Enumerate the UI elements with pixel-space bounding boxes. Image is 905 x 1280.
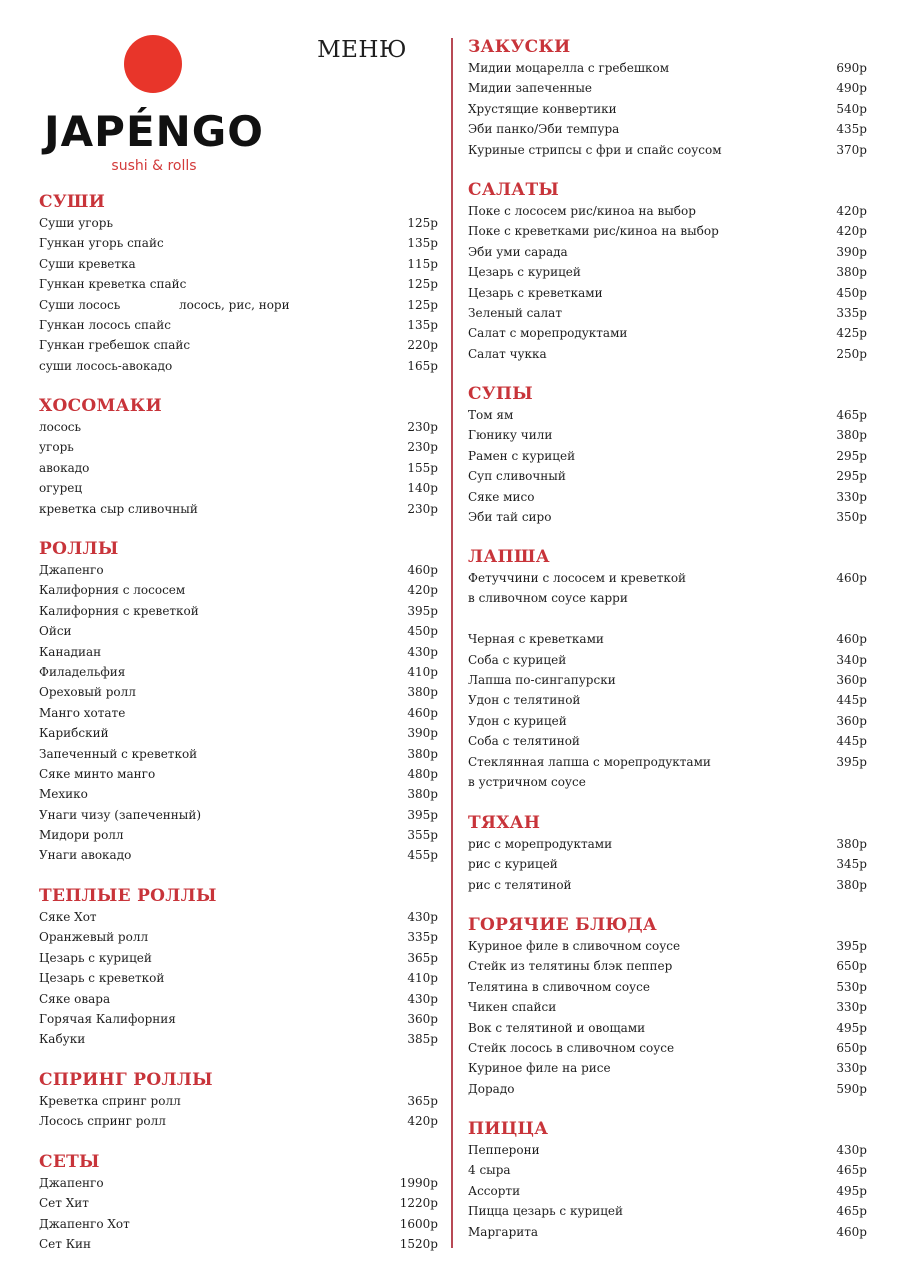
item-price: 355р <box>407 828 438 843</box>
section-title: СЕТЫ <box>39 1152 100 1172</box>
item-price: 455р <box>407 848 438 863</box>
brand-logo: JAPÉNGO <box>44 107 264 156</box>
item-name: Джапенго <box>39 563 104 577</box>
item-name: Цезарь с креветками <box>468 285 603 300</box>
item-price: 1520р <box>399 1237 438 1252</box>
menu-section <box>39 1151 438 1255</box>
item-price: 1600р <box>399 1216 438 1231</box>
menu-item <box>468 977 867 997</box>
item-name: огурец <box>39 481 83 496</box>
item-price: 155р <box>407 460 438 475</box>
item-price: 460р <box>836 571 867 585</box>
item-price: 380р <box>836 837 867 851</box>
item-price: 460р <box>836 632 867 647</box>
item-name: авокадо <box>39 460 90 475</box>
item-name: Гюнику чили <box>468 428 553 443</box>
item-price: 395р <box>407 807 438 822</box>
menu-item <box>468 609 867 629</box>
item-name: Оранжевый ролл <box>39 930 149 945</box>
menu-item <box>39 1193 438 1213</box>
menu-item <box>468 446 867 466</box>
menu-item <box>468 1222 867 1242</box>
menu-item <box>468 875 867 895</box>
menu-item <box>39 744 438 764</box>
section-title: ТЯХАН <box>468 813 541 833</box>
item-name: Лосось спринг ролл <box>39 1114 166 1129</box>
item-name: Дорадо <box>468 1081 515 1096</box>
menu-item <box>468 1201 867 1221</box>
item-name: Суши лосось <box>39 297 121 312</box>
menu-item <box>39 601 438 621</box>
item-name: Пицца цезарь с курицей <box>468 1204 624 1219</box>
menu-item <box>39 1234 438 1254</box>
item-name: Цезарь с креветкой <box>39 971 165 986</box>
menu-item <box>468 323 867 343</box>
item-price: 365р <box>407 950 438 965</box>
menu-item <box>39 784 438 804</box>
item-name: Рамен с курицей <box>468 448 576 463</box>
item-name: в сливочном соусе карри <box>468 591 628 606</box>
menu-item <box>39 662 438 682</box>
item-price: 230р <box>407 440 438 455</box>
column-divider <box>451 38 453 1248</box>
item-price: 350р <box>836 509 867 524</box>
item-name: Мидии запеченные <box>468 81 592 96</box>
item-price: 435р <box>836 122 867 137</box>
menu-item <box>39 642 438 662</box>
item-price: 380р <box>836 877 867 892</box>
menu-item <box>468 731 867 751</box>
menu-item <box>468 854 867 874</box>
item-price: 590р <box>836 1081 867 1096</box>
item-price: 360р <box>836 672 867 687</box>
menu-section <box>468 383 867 527</box>
item-name: Кабуки <box>39 1032 86 1047</box>
item-name: Маргарита <box>468 1224 539 1239</box>
item-price: 530р <box>836 979 867 994</box>
menu-item <box>39 458 438 478</box>
section-title: ЛАПША <box>468 547 550 567</box>
item-name: Мехико <box>39 787 88 802</box>
item-name: Суп сливочный <box>468 469 566 484</box>
item-name: Гункан лосось спайс <box>39 317 171 332</box>
menu-item <box>39 723 438 743</box>
item-price: 460р <box>836 1224 867 1239</box>
item-price: 340р <box>836 652 867 667</box>
brand-tagline: sushi & rolls <box>111 158 197 174</box>
menu-item <box>468 140 867 160</box>
menu-section <box>468 812 867 895</box>
menu-item <box>39 213 438 233</box>
item-name: Куриное филе в сливочном соусе <box>468 939 681 953</box>
item-price: 1220р <box>399 1196 438 1211</box>
item-price: 380р <box>836 428 867 443</box>
menu-item <box>39 805 438 825</box>
item-name: Запеченный с креветкой <box>39 746 198 761</box>
item-price: 450р <box>836 285 867 300</box>
menu-item <box>39 335 438 355</box>
item-price: 335р <box>407 930 438 945</box>
menu-item <box>39 1091 438 1111</box>
item-name: Стейк лосось в сливочном соусе <box>468 1040 675 1055</box>
item-name: Гункан гребешок спайс <box>39 338 191 353</box>
section-title: РОЛЛЫ <box>39 539 119 559</box>
item-name: Ойси <box>39 624 72 639</box>
item-name: Салат чукка <box>468 346 547 361</box>
section-title: ХОСОМАКИ <box>39 396 162 416</box>
menu-section <box>468 36 867 160</box>
item-price: 460р <box>407 705 438 720</box>
menu-item <box>39 1214 438 1234</box>
item-price: 395р <box>836 754 867 769</box>
menu-item <box>468 629 867 649</box>
menu-section <box>39 1069 438 1132</box>
item-name: Карибский <box>39 726 109 741</box>
menu-item <box>468 303 867 323</box>
item-name: Куриное филе на рисе <box>468 1061 611 1076</box>
item-price: 430р <box>836 1143 867 1157</box>
item-name: Зеленый салат <box>468 305 562 320</box>
item-price: 420р <box>407 583 438 598</box>
item-name: Цезарь с курицей <box>39 950 152 965</box>
menu-item <box>39 825 438 845</box>
item-name: Калифорния с креветкой <box>39 603 199 618</box>
item-name: Унаги авокадо <box>39 848 132 863</box>
section-title: ГОРЯЧИЕ БЛЮДА <box>468 915 658 935</box>
menu-item <box>468 201 867 221</box>
item-name: угорь <box>39 440 74 455</box>
item-name: Эби панко/Эби темпура <box>468 122 620 137</box>
menu-item <box>468 1038 867 1058</box>
item-price: 380р <box>407 746 438 761</box>
section-title: ЗАКУСКИ <box>468 37 571 57</box>
item-name: Сет Хит <box>39 1196 89 1211</box>
item-price: 445р <box>836 693 867 708</box>
item-price: 395р <box>836 939 867 953</box>
item-name: Черная с креветками <box>468 632 604 647</box>
item-price: 1990р <box>399 1176 438 1190</box>
item-name: Лапша по-сингапурски <box>468 672 616 687</box>
item-price: 220р <box>407 338 438 353</box>
item-name: Калифорния с лососем <box>39 583 186 598</box>
item-price: 295р <box>836 448 867 463</box>
item-price: 420р <box>836 224 867 239</box>
menu-item <box>468 1058 867 1078</box>
item-name: 4 сыра <box>468 1163 511 1178</box>
item-price: 165р <box>407 358 438 373</box>
item-price: 540р <box>836 101 867 116</box>
section-title: САЛАТЫ <box>468 180 560 200</box>
item-price: 125р <box>407 277 438 292</box>
menu-item <box>39 682 438 702</box>
item-name: Сяке Хот <box>39 910 97 924</box>
menu-item <box>468 507 867 527</box>
section-title: ТЕПЛЫЕ РОЛЛЫ <box>39 886 217 906</box>
menu-item <box>39 948 438 968</box>
menu-item <box>468 956 867 976</box>
menu-item <box>468 405 867 425</box>
item-price: 450р <box>407 624 438 639</box>
menu-item <box>468 834 867 854</box>
menu-item <box>39 968 438 988</box>
menu-item <box>468 670 867 690</box>
menu-item <box>468 487 867 507</box>
item-name: Телятина в сливочном соусе <box>468 979 650 994</box>
item-name: Стейк из телятины блэк пеппер <box>468 959 673 974</box>
item-price: 335р <box>836 305 867 320</box>
menu-item <box>39 254 438 274</box>
item-price: 330р <box>836 1000 867 1015</box>
item-name: суши лосось-авокадо <box>39 358 173 373</box>
item-name: Гункан креветка спайс <box>39 277 187 292</box>
item-name: Стеклянная лапша с морепродуктами <box>468 754 711 769</box>
item-price: 465р <box>836 1204 867 1219</box>
menu-item <box>468 58 867 78</box>
menu-item <box>39 927 438 947</box>
item-name: в устричном соусе <box>468 774 586 789</box>
menu-item <box>39 703 438 723</box>
menu-item <box>39 478 438 498</box>
menu-item <box>468 1079 867 1099</box>
menu-item <box>468 466 867 486</box>
menu-item <box>468 936 867 956</box>
item-name: Салат с морепродуктами <box>468 326 628 341</box>
item-price: 295р <box>836 469 867 484</box>
item-price: 380р <box>407 685 438 700</box>
item-name: Удон с телятиной <box>468 693 581 708</box>
item-price: 330р <box>836 489 867 504</box>
item-price: 230р <box>407 420 438 434</box>
item-name: Пепперони <box>468 1143 540 1157</box>
menu-item <box>468 78 867 98</box>
item-name: Фетуччини с лососем и креветкой <box>468 571 687 585</box>
menu-item <box>39 315 438 335</box>
logo-sun-circle <box>124 35 182 93</box>
item-price: 345р <box>836 857 867 872</box>
item-name: рис с морепродуктами <box>468 837 613 851</box>
item-name: Креветка спринг ролл <box>39 1094 181 1108</box>
menu-item <box>468 772 867 792</box>
menu-section <box>39 191 438 376</box>
item-price: 135р <box>407 317 438 332</box>
menu-section <box>468 914 867 1099</box>
menu-item <box>468 119 867 139</box>
item-name: Сяке овара <box>39 991 111 1006</box>
item-price: 480р <box>407 766 438 781</box>
menu-item <box>39 1111 438 1131</box>
item-name: Горячая Калифорния <box>39 1011 176 1026</box>
menu-section <box>468 546 867 792</box>
item-price: 380р <box>836 265 867 280</box>
menu-item <box>39 764 438 784</box>
item-name: Филадельфия <box>39 664 126 679</box>
menu-item <box>468 283 867 303</box>
menu-item <box>39 1173 438 1193</box>
menu-section <box>39 538 438 866</box>
menu-item <box>468 650 867 670</box>
item-name: Джапенго Хот <box>39 1216 130 1231</box>
item-price: 360р <box>407 1011 438 1026</box>
item-price: 125р <box>407 216 438 230</box>
menu-item <box>39 621 438 641</box>
item-price: 445р <box>836 734 867 749</box>
item-price: 490р <box>836 81 867 96</box>
menu-item <box>39 907 438 927</box>
item-price: 380р <box>407 787 438 802</box>
menu-item <box>468 425 867 445</box>
item-price: 140р <box>407 481 438 496</box>
item-price: 250р <box>836 346 867 361</box>
item-price: 430р <box>407 991 438 1006</box>
item-price: 410р <box>407 664 438 679</box>
item-price: 365р <box>407 1094 438 1108</box>
page-title: МЕНЮ <box>317 37 407 63</box>
item-price: 495р <box>836 1020 867 1035</box>
item-price: 420р <box>836 204 867 218</box>
item-price: 495р <box>836 1183 867 1198</box>
menu-item <box>468 711 867 731</box>
section-title: ПИЦЦА <box>468 1119 549 1139</box>
menu-item <box>39 437 438 457</box>
menu-item <box>39 274 438 294</box>
menu-item <box>39 580 438 600</box>
section-title: СУШИ <box>39 192 106 212</box>
menu-item <box>468 690 867 710</box>
item-name: Мидии моцарелла с гребешком <box>468 61 670 75</box>
item-name: Сяке мисо <box>468 489 535 504</box>
item-name: лосось <box>39 420 82 434</box>
menu-item <box>468 221 867 241</box>
item-name: Ассорти <box>468 1183 521 1198</box>
menu-item <box>468 344 867 364</box>
menu-item <box>468 1018 867 1038</box>
menu-item <box>39 499 438 519</box>
item-price: 230р <box>407 501 438 516</box>
item-name: Унаги чизу (запеченный) <box>39 807 202 822</box>
menu-item <box>39 845 438 865</box>
item-name: Цезарь с курицей <box>468 265 581 280</box>
item-price: 410р <box>407 971 438 986</box>
item-name: рис с курицей <box>468 857 558 872</box>
menu-item <box>468 997 867 1017</box>
item-name: Суши креветка <box>39 256 136 271</box>
menu-item <box>39 295 438 315</box>
menu-item <box>468 752 867 772</box>
item-name: Том ям <box>468 408 514 422</box>
menu-item <box>468 1160 867 1180</box>
item-price: 390р <box>407 726 438 741</box>
item-price: 465р <box>836 408 867 422</box>
menu-section <box>468 179 867 364</box>
item-name: Соба с курицей <box>468 652 567 667</box>
section-title: СПРИНГ РОЛЛЫ <box>39 1070 213 1090</box>
item-name: рис с телятиной <box>468 877 572 892</box>
menu-item <box>39 1009 438 1029</box>
item-name: Поке с креветками рис/киноа на выбор <box>468 224 719 239</box>
item-name: Канадиан <box>39 644 102 659</box>
menu-item <box>468 99 867 119</box>
item-name: Мидори ролл <box>39 828 124 843</box>
menu-item <box>39 233 438 253</box>
item-price: 420р <box>407 1114 438 1129</box>
item-price: 425р <box>836 326 867 341</box>
menu-item <box>39 417 438 437</box>
item-price: 395р <box>407 603 438 618</box>
item-name: Вок с телятиной и овощами <box>468 1020 646 1035</box>
item-name: креветка сыр сливочный <box>39 501 198 516</box>
item-name: Эби тай сиро <box>468 509 552 524</box>
menu-item <box>468 242 867 262</box>
menu-item <box>468 588 867 608</box>
item-price: 125р <box>407 297 438 312</box>
item-price: 390р <box>836 244 867 259</box>
menu-section <box>468 1118 867 1242</box>
item-price: 360р <box>836 713 867 728</box>
item-price: 430р <box>407 644 438 659</box>
item-name: Гункан угорь спайс <box>39 236 164 251</box>
item-name: Ореховый ролл <box>39 685 136 700</box>
item-name: Удон с курицей <box>468 713 567 728</box>
menu-item <box>468 1140 867 1160</box>
item-price: 650р <box>836 1040 867 1055</box>
menu-item <box>468 262 867 282</box>
menu-item <box>39 1029 438 1049</box>
item-price: 690р <box>836 61 867 75</box>
menu-item <box>468 568 867 588</box>
item-name: Соба с телятиной <box>468 734 580 749</box>
menu-section <box>39 395 438 519</box>
item-name: Куриные стрипсы с фри и спайс соусом <box>468 142 722 157</box>
item-name: Сет Кин <box>39 1237 92 1252</box>
item-price: 385р <box>407 1032 438 1047</box>
item-price: 370р <box>836 142 867 157</box>
item-name: Чикен спайси <box>468 1000 557 1015</box>
item-price: 650р <box>836 959 867 974</box>
item-name: Суши угорь <box>39 216 113 230</box>
item-price: 330р <box>836 1061 867 1076</box>
item-name: Манго хотате <box>39 705 126 720</box>
item-price: 115р <box>407 256 438 271</box>
item-price: 465р <box>836 1163 867 1178</box>
menu-item <box>39 560 438 580</box>
item-name: Эби уми сарада <box>468 244 568 259</box>
item-price: 460р <box>407 563 438 577</box>
item-price: 135р <box>407 236 438 251</box>
menu-item <box>39 356 438 376</box>
menu-item <box>468 1181 867 1201</box>
item-name: Джапенго <box>39 1176 104 1190</box>
menu-section <box>39 885 438 1050</box>
item-name: Поке с лососем рис/киноа на выбор <box>468 204 696 218</box>
menu-item <box>39 989 438 1009</box>
item-name: Сяке минто манго <box>39 766 156 781</box>
item-name: Хрустящие конвертики <box>468 101 617 116</box>
item-price: 430р <box>407 910 438 924</box>
item-note: лосось, рис, нори <box>179 297 290 312</box>
section-title: СУПЫ <box>468 384 534 404</box>
